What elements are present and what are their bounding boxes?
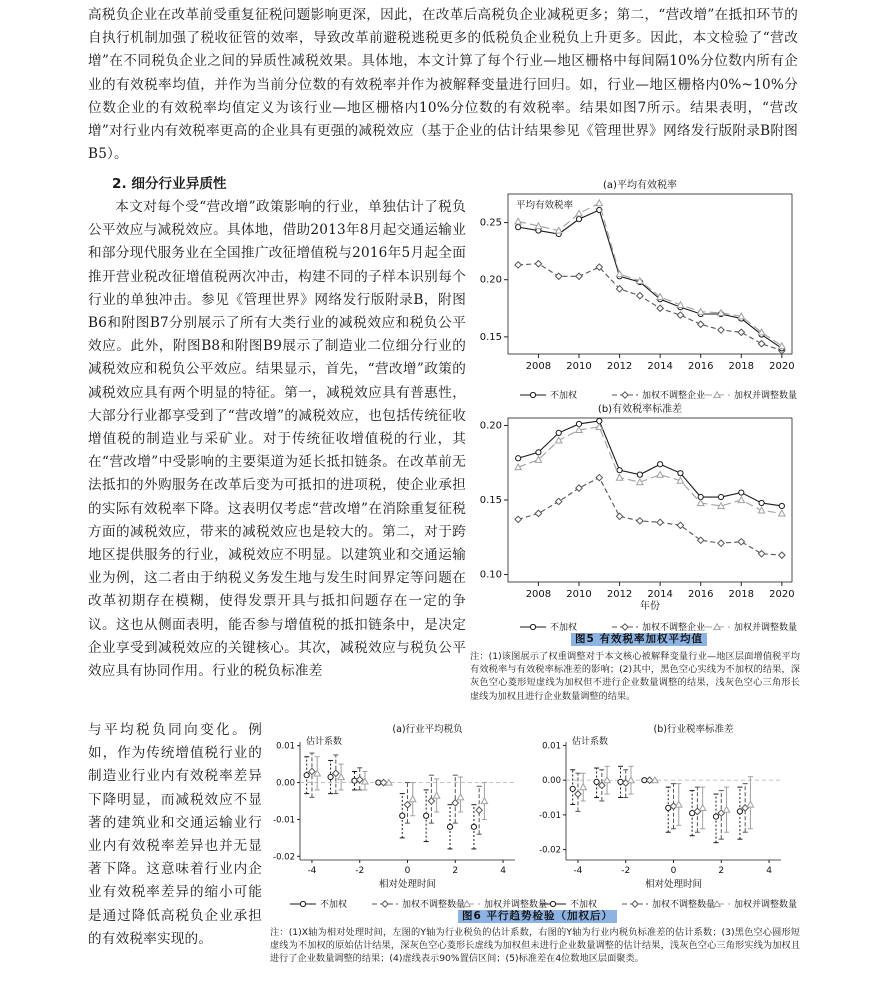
data-point (404, 801, 410, 807)
data-point (747, 801, 753, 807)
data-point (637, 518, 643, 524)
chart-industry-tax-rate-std (539, 723, 781, 890)
data-point (698, 500, 704, 506)
y-tick-label: 0.01 (542, 741, 561, 752)
legend-marker (632, 901, 638, 907)
legend-label: 加权并调整数量 (734, 623, 798, 633)
chart-title: (a)平均有效税率 (603, 180, 677, 191)
data-point (481, 798, 487, 804)
data-point (698, 321, 704, 327)
data-point (657, 519, 663, 525)
x-tick-label: 2008 (525, 361, 552, 372)
legend-marker (530, 624, 535, 629)
legend-marker (622, 392, 628, 398)
chart-title: (a)行业平均税负 (392, 724, 463, 735)
x-tick-label: 2020 (769, 589, 795, 600)
data-point (536, 450, 541, 455)
data-point (333, 770, 339, 776)
y-tick-label: 0.01 (276, 741, 295, 752)
data-point (596, 474, 602, 480)
data-point (616, 474, 622, 480)
data-point (738, 329, 744, 335)
legend-figure-5a (520, 389, 797, 401)
data-point (410, 796, 416, 802)
x-tick-label: 2016 (687, 361, 714, 372)
x-tick-label: 2018 (728, 589, 755, 600)
data-point (616, 271, 622, 277)
x-tick-label: 2014 (647, 361, 673, 372)
data-point (718, 327, 724, 333)
x-tick-label: 2008 (525, 589, 552, 600)
chart-industry-average-tax-burden (273, 723, 515, 890)
legend-label: 不加权 (570, 900, 598, 910)
x-tick-label: -4 (573, 866, 583, 876)
y-tick-label: -0.01 (539, 810, 561, 821)
legend-label: 不加权 (550, 391, 578, 401)
data-point (515, 218, 521, 224)
y-tick-label: 0.10 (479, 569, 502, 581)
x-tick-label: -2 (355, 866, 365, 876)
data-point (304, 773, 309, 778)
legend-label: 加权不调整企业 (642, 391, 706, 401)
x-tick-label: 2014 (647, 589, 673, 600)
data-point (556, 273, 562, 279)
data-point (424, 813, 429, 818)
data-point (433, 792, 439, 798)
data-point (699, 805, 705, 811)
x-tick-label: 4 (766, 866, 772, 876)
data-point (628, 777, 634, 783)
legend-label: 不加权 (550, 623, 578, 633)
chart-tax-rate-std (480, 402, 795, 612)
legend-label: 加权不调整企业 (642, 623, 706, 633)
x-axis-label: 相对处理时间 (644, 879, 703, 890)
y-tick-label: 0.00 (542, 776, 561, 787)
data-point (452, 800, 458, 806)
data-point (779, 503, 784, 508)
y-axis-label: 估计系数 (572, 737, 609, 747)
data-point (718, 810, 724, 816)
figure-6-caption: 图6 平行趋势检验（加权后） (458, 910, 617, 923)
data-point (535, 510, 541, 516)
data-point (779, 343, 785, 349)
data-point (357, 776, 363, 782)
section-heading: 2. 细分行业异质性 (112, 176, 227, 192)
data-point (596, 200, 602, 206)
data-point (309, 768, 315, 774)
data-point (723, 806, 729, 812)
legend-marker (382, 901, 388, 907)
y-tick-label: 0.15 (479, 495, 502, 506)
data-point (738, 497, 744, 503)
data-point (737, 809, 742, 814)
legend-label: 不加权 (320, 900, 348, 910)
y-tick-label: -0.02 (273, 852, 295, 863)
figure-5-caption: 图5 有效税率加权平均值 (571, 633, 707, 646)
x-tick-label: 2 (452, 866, 459, 876)
data-point (556, 430, 561, 435)
data-point (739, 490, 744, 495)
y-tick-label: 0.25 (479, 217, 502, 229)
legend-marker (550, 901, 555, 906)
data-point (637, 472, 642, 477)
data-point (576, 217, 581, 222)
x-tick-label: 4 (500, 866, 506, 876)
data-point (678, 471, 683, 476)
paragraph-industry-heterogeneity: 本文对每个受“营改增”政策影响的行业，单独估计了税负公平效应与减税效应。具体地，借助2013年8月起交通运输业和部分现代服务业在全国推广改征增值税与2016年5月起全面推开营业税改征增值税两次冲击，构建不同的子样本识别每个行业的单独冲击。参见《管理世界》网络发行版附录B，附图B6和附图B7分别展示了所有大类行业的减税效应和税负公平效应。此外，附图B8和附图B9展示了制造业二位细分行业的减税效应和税负公平效应。结果显示，首先，“营改增”政策的减税效应具有两个明显的特征。第一，减税效应具有普惠性，大部分行业都享受到了“营改增”的减税效应，也包括传统征收增值税的制造业与采矿业。对于传统征收增值税的行业，其在“营改增”中受影响的主要渠道为延长抵扣链条。在改革前无法抵扣的外购服务在改革后变为可抵扣的进项税，使企业承担的实际有效税率下降。这表明仅考虑“营改增”在消除重复征税方面的减税效应，带来的减税效应也是较大的。第二，对于跨地区提供服务的行业，减税效应不明显。以建筑业和交通运输业为例，这二者由于纳税义务发生地与发生时间界定等问题在改革初期存在模糊，使得发票开具与抵扣问题存在一定的争议。这也从侧面表明，能否参与增值税的抵扣链条中，是决定企业享受到减税效应的关键核心。其次，减税效应与税负公平效应具有协同作用。行业的税负标准差 (88, 199, 466, 680)
x-tick-label: 2016 (687, 589, 714, 600)
y-tick-label: 0.20 (479, 420, 502, 432)
data-point (570, 786, 575, 791)
x-tick-label: 2012 (606, 361, 633, 372)
data-point (515, 516, 521, 522)
data-point (575, 791, 581, 797)
x-tick-label: 2012 (606, 589, 633, 600)
data-point (616, 513, 622, 519)
x-tick-label: 2020 (769, 361, 795, 372)
data-point (658, 462, 663, 467)
data-point (471, 824, 476, 829)
figure-5 (470, 172, 800, 642)
y-axis-label: 平均有效税率 (516, 200, 574, 211)
legend-label: 加权并调整数量 (734, 391, 798, 401)
data-point (576, 210, 582, 216)
data-point (576, 485, 582, 491)
legend-label: 加权并调整数量 (484, 900, 548, 910)
data-point (576, 273, 582, 279)
paragraph-intro: 高税负企业在改革前受重复征税问题影响更深，因此，在改革后高税负企业减税更多；第二，“营改增”在抵扣环节的自执行机制加强了税收征管的效率，导致改革前避税逃税更多的低税负企业税负上升更多。因此，本文检验了“营改增”在不同税负企业之间的异质性减税效果。具体地，本文计算了每个行业—地区栅格中每间隔10%分位数内所有企业的有效税率均值，并作为当前分位数的有效税率并作为被解释变量进行回归。如，行业—地区栅格内0%~10%分位数企业的有效税率均值定义为该行业—地区栅格内10%分位数的有效税率。结果如图7所示。结果表明，“营改增”对行业内有效税率更高的企业具有更强的减税效应（基于企业的估计结果参见《管理世界》网络发行版附录B附图B5）。 (88, 7, 798, 163)
data-point (556, 437, 562, 443)
data-point (400, 813, 405, 818)
y-axis-label: 估计系数 (306, 737, 343, 747)
y-tick-label: -0.01 (273, 815, 295, 826)
data-point (676, 801, 682, 807)
data-point (738, 539, 744, 545)
data-point (476, 807, 482, 813)
chart-title: (b)行业税率标准差 (653, 724, 734, 735)
data-point (742, 805, 748, 811)
data-point (535, 261, 541, 267)
data-point (758, 341, 764, 347)
data-point (428, 798, 434, 804)
x-tick-label: -2 (621, 866, 631, 876)
data-point (758, 507, 764, 513)
data-point (328, 774, 333, 779)
data-point (338, 774, 344, 780)
data-point (556, 498, 562, 504)
legend-figure-6a (290, 898, 547, 910)
x-tick-label: 2 (718, 866, 725, 876)
legend-label: 加权不调整数量 (652, 900, 716, 910)
y-tick-label: 0.20 (479, 274, 502, 286)
data-point (677, 312, 683, 318)
data-point (516, 456, 521, 461)
data-point (713, 814, 718, 819)
legend-marker (622, 624, 628, 630)
data-point (759, 500, 764, 505)
data-point (618, 779, 623, 784)
data-point (718, 494, 723, 499)
data-point (447, 824, 452, 829)
chart-average-effective-tax-rate (480, 178, 795, 372)
x-tick-label: 2018 (728, 361, 755, 372)
x-axis-label: 相对处理时间 (378, 879, 437, 890)
plot-frame (508, 418, 792, 582)
y-tick-label: 0.00 (276, 778, 295, 789)
data-point (637, 293, 643, 299)
data-point (516, 225, 521, 230)
x-tick-label: 2010 (566, 361, 592, 372)
x-tick-label: 2010 (566, 589, 592, 600)
x-tick-label: -4 (307, 866, 317, 876)
figure-6-note: 注：(1)X轴为相对处理时间，左图的Y轴为行业税负的估计系数，右图的Y轴为行业内税负标准差的估计系数；(3)黑色空心圆形短虚线为不加权的原始估计结果，深灰色空心菱形长虚线为加权但未进行企业数量调整的估计结果，浅灰色空心三角形实线为加权且进行了企业数量调整的结果；(4)虚线表示90%置信区间；(5)标准差在4位数地区层面聚类。 (270, 927, 800, 965)
data-point (352, 778, 357, 783)
x-tick-label: 0 (404, 866, 411, 876)
plot-frame (508, 194, 792, 354)
data-point (657, 305, 663, 311)
figure-5-note: 注：(1)该图展示了权重调整对于本文核心被解释变量行业—地区层面增值税平均有效税率与有效税率标准差的影响；(2)其中，黑色空心实线为不加权的结果，深灰色空心菱形短虚线为加权但不进行企业数量调整的结果，浅灰色空心三角形长虚线为加权且进行企业数量调整的结果。 (470, 651, 800, 702)
data-point (594, 779, 599, 784)
data-point (718, 540, 724, 546)
legend-marker (300, 901, 305, 906)
legend-marker (530, 392, 535, 397)
data-point (779, 552, 785, 558)
x-axis-label: 年份 (640, 601, 660, 612)
data-point (580, 784, 586, 790)
data-point (657, 471, 663, 477)
x-tick-label: 0 (670, 866, 677, 876)
y-tick-label: 0.15 (479, 331, 502, 343)
legend-label: 加权不调整数量 (402, 900, 466, 910)
paragraph-continuation: 与平均税负同向变化。例如，作为传统增值税行业的制造业行业内有效税率差异下降明显，而减税效应不显著的建筑业和交通运输业行业内有效税率差异也并无显著下降。这意味着行业内企业有效税率差异的缩小可能是通过降低高税负企业承担的有效税率实现的。 (88, 722, 262, 947)
data-point (758, 550, 764, 556)
legend-figure-6b (540, 898, 797, 910)
data-point (515, 262, 521, 268)
chart-title: (b)有效税率标准差 (597, 404, 683, 415)
data-point (617, 468, 622, 473)
figure-6 (270, 722, 800, 912)
legend-label: 加权并调整数量 (734, 900, 798, 910)
legend-figure-5b (520, 621, 797, 633)
y-tick-label: -0.02 (539, 845, 561, 856)
data-point (457, 794, 463, 800)
